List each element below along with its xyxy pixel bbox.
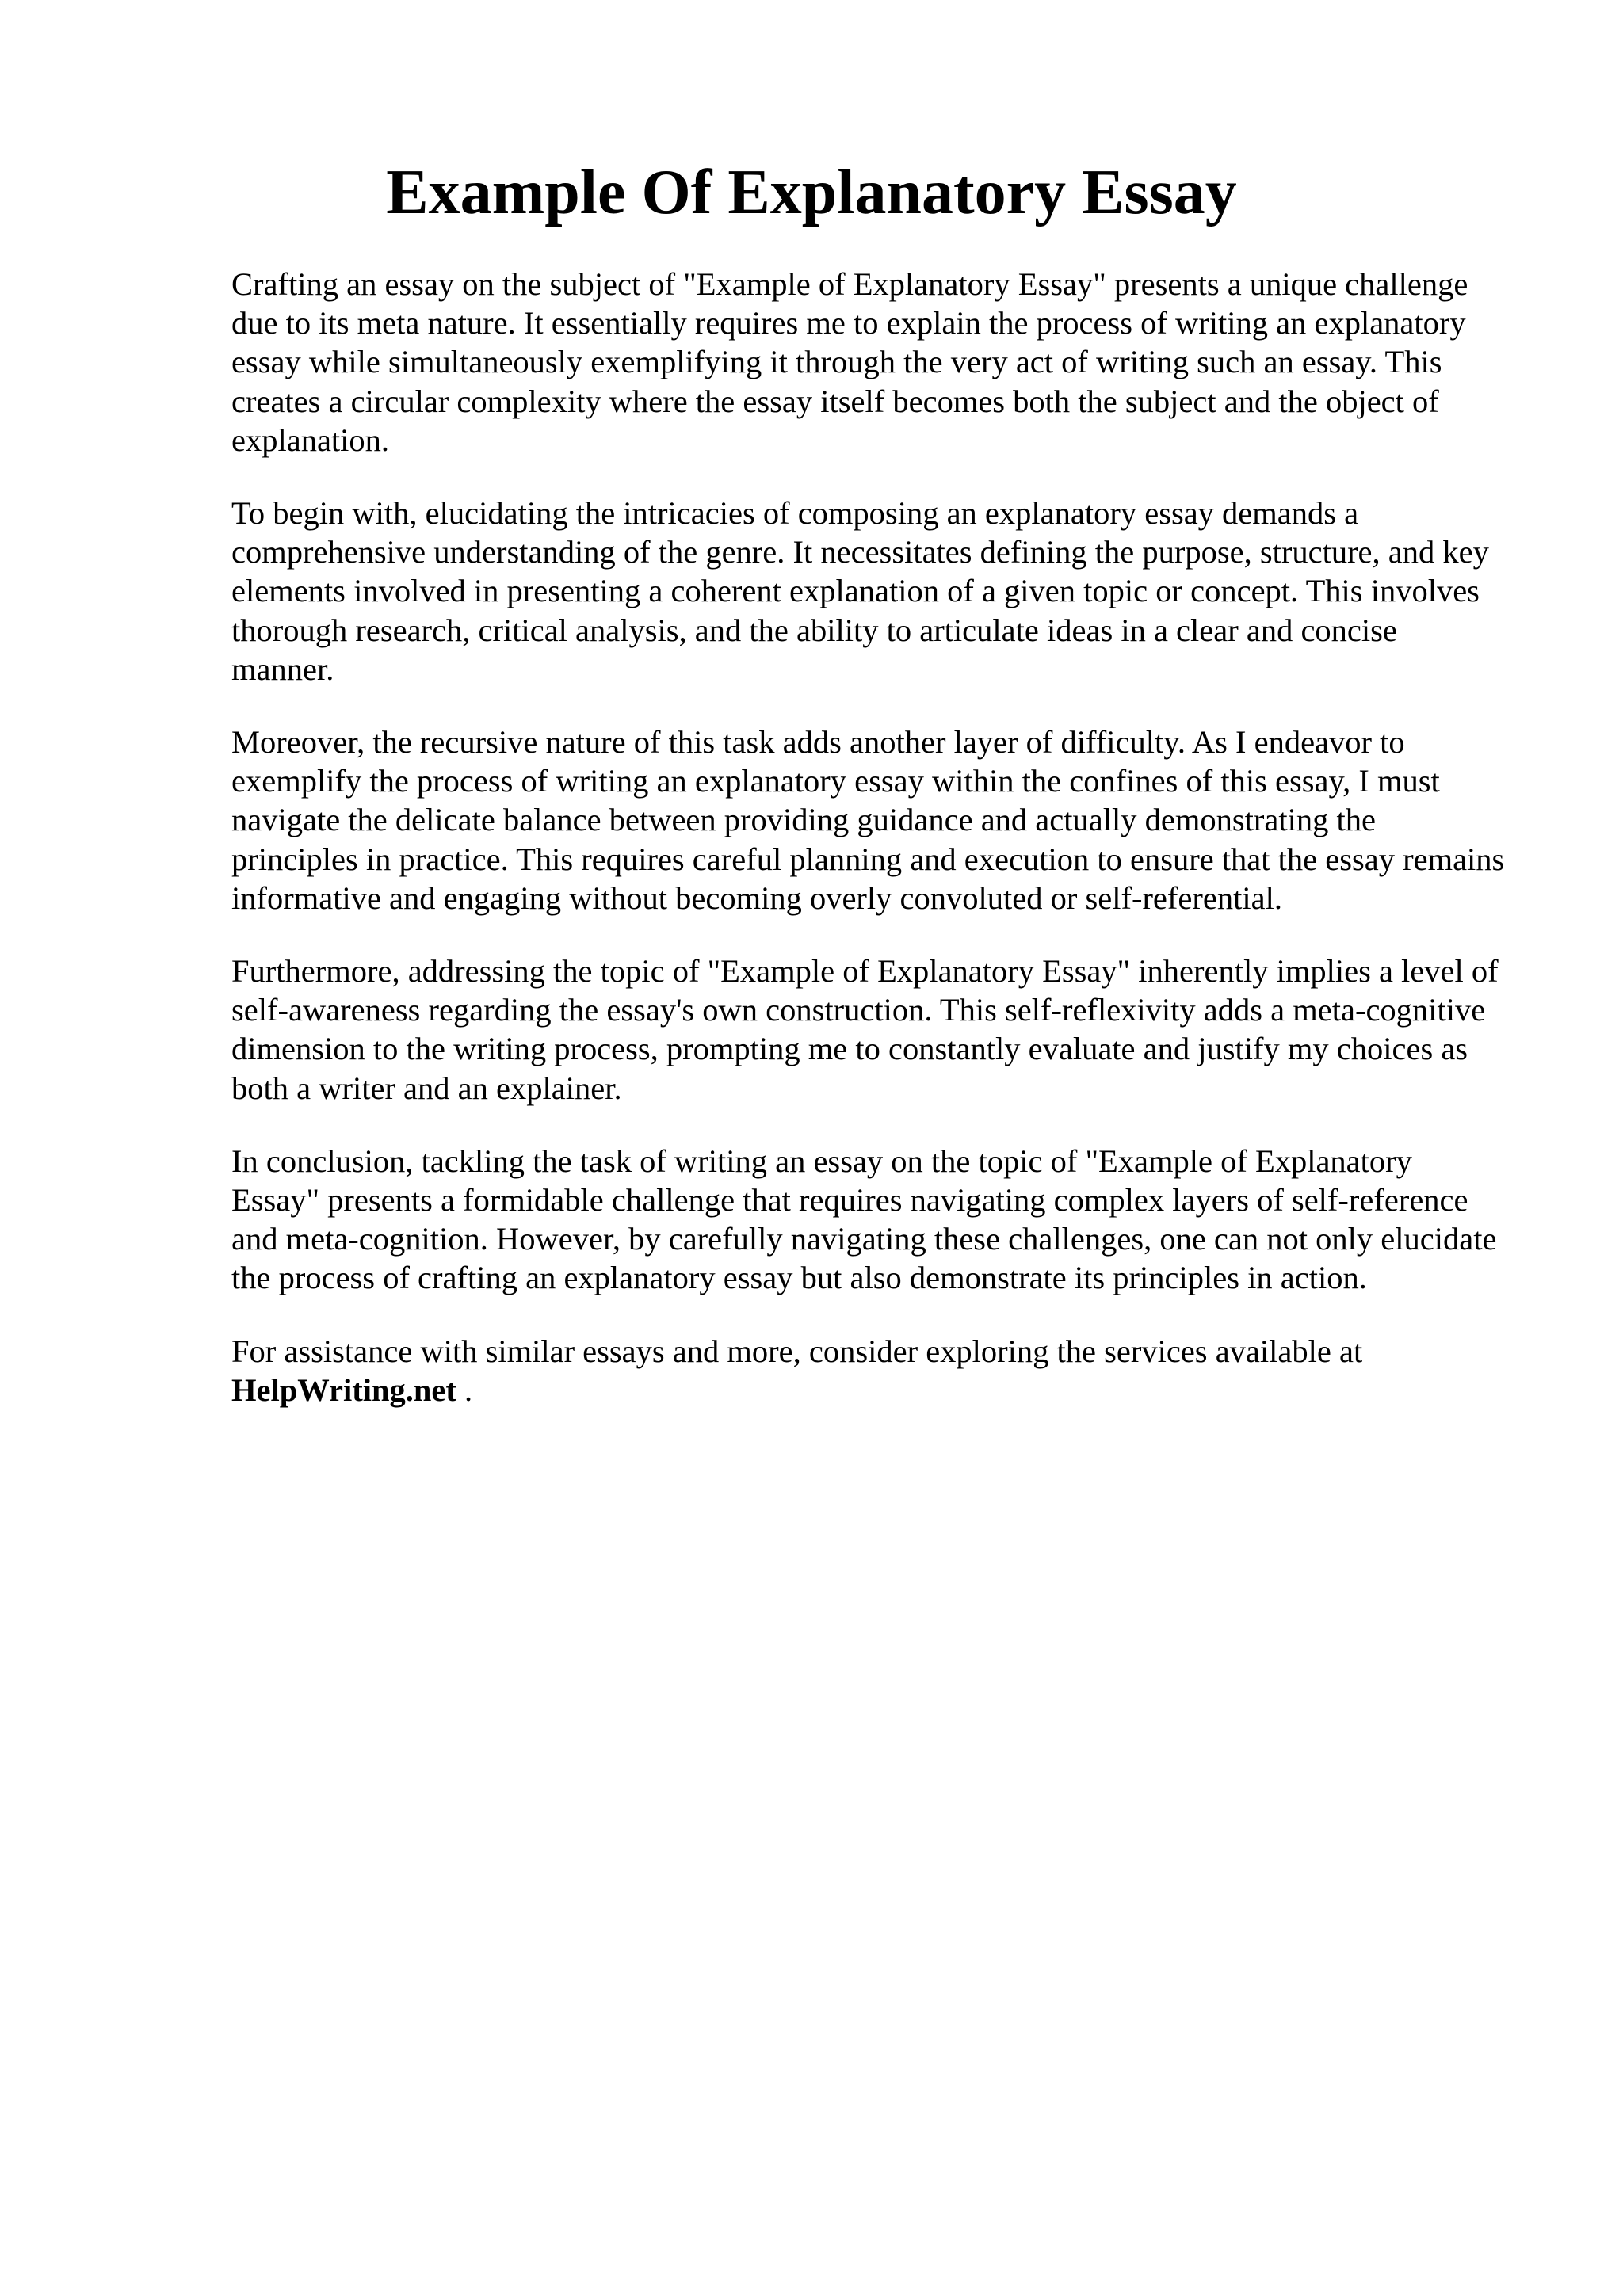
paragraph-3: Moreover, the recursive nature of this task adds another layer of difficulty. As I endeavor to exemplify the process of writing an explanatory essay within the confines of this essay, I must navigate the delicate balance between providing guidance and actually demonstrating the principles in practice. This requires careful planning and execution to ensure that the essay remains informative and engaging without becoming overly convoluted or self-referential. [231,724,1505,916]
paragraph-2: To begin with, elucidating the intricacies of composing an explanatory essay demands a comprehensive understanding of the genre. It necessitates defining the purpose, structure, and key elements involved in presenting a coherent explanation of a given topic or concept. This involves thorough research, critical analysis, and the ability to articulate ideas in a clear and concise manner. [231,495,1489,687]
paragraph-5: In conclusion, tackling the task of writing an essay on the topic of "Example of Explanatory Essay" presents a formidable challenge that requires navigating complex layers of self-reference and meta-cognition. However, by carefully navigating these challenges, one can not only elucidate the process of crafting an explanatory essay but also demonstrate its principles in action. [231,1142,1497,1296]
closing-period: . [456,1371,473,1408]
paragraph-4: Furthermore, addressing the topic of "Example of Explanatory Essay" inherently implies a level of self-awareness regarding the essay's own construction. This self-reflexivity adds a meta-cognitive dimension to the writing process, prompting me to constantly evaluate and justify my choices as both a writer and an explainer. [231,953,1499,1106]
brand-link[interactable]: HelpWriting.net [231,1371,456,1408]
document-body [231,265,1507,1444]
paragraph-1: Crafting an essay on the subject of "Example of Explanatory Essay" presents a unique challenge due to its meta nature. It essentially requires me to explain the process of writing an explanatory essay while simultaneously exemplifying it through the very act of writing such an essay. This creates a circular complexity where the essay itself becomes both the subject and the object of explanation. [231,266,1468,458]
document-title: Example Of Explanatory Essay [386,158,1237,227]
closing-paragraph [231,1332,1507,1409]
closing-text: For assistance with similar essays and more, consider exploring the services available at [231,1333,1363,1369]
